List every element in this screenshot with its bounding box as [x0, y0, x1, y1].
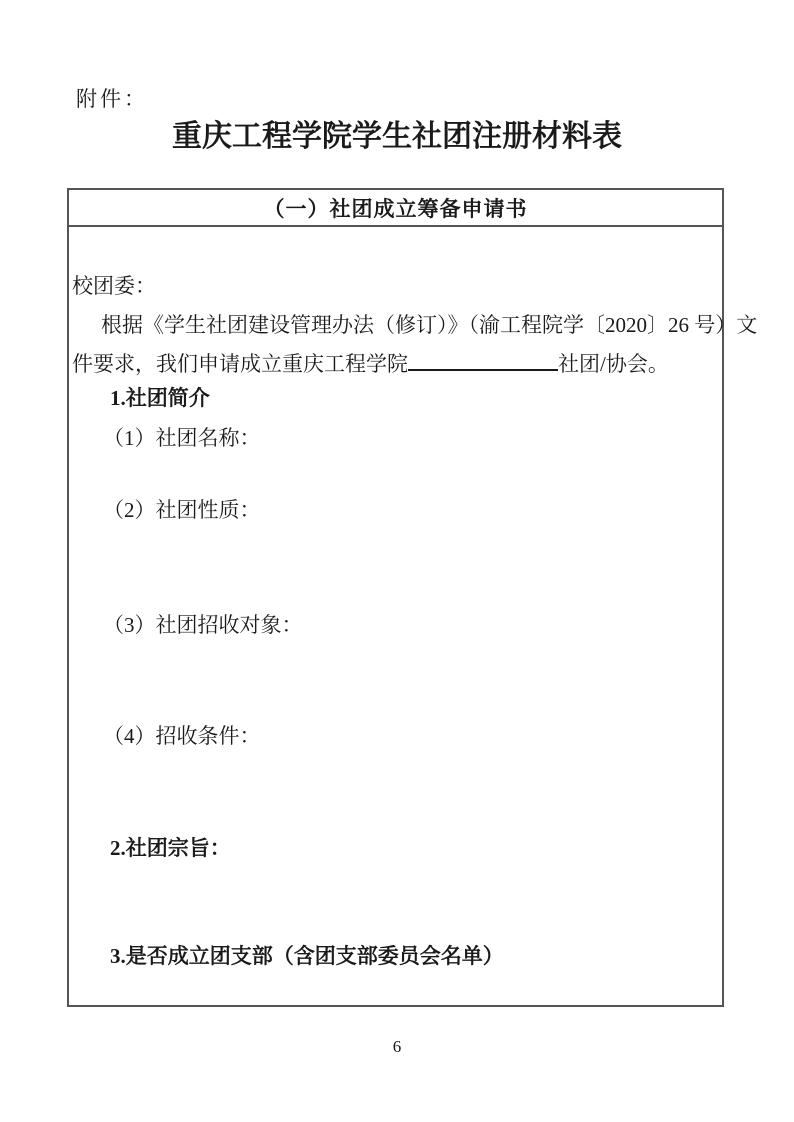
attachment-label: 附件： [76, 87, 148, 111]
form-section-header: （一）社团成立筹备申请书 [69, 190, 722, 227]
registration-form-box [67, 188, 758, 1007]
page-number: 6 [392, 1037, 402, 1056]
document-title: 重庆工程学院学生社团注册材料表 [172, 120, 622, 153]
form-item-recruit-target: （3）社团招收对象： [103, 613, 303, 637]
club-name-blank-field[interactable] [408, 349, 558, 371]
form-item-club-intro: 1.社团简介 [110, 386, 210, 410]
salutation-line: 校团委： [72, 274, 156, 298]
intro-paragraph-line-2 [72, 349, 669, 376]
form-item-club-purpose: 2.社团宗旨： [110, 836, 231, 860]
form-item-league-branch: 3.是否成立团支部（含团支部委员会名单） [110, 944, 504, 968]
form-item-recruit-conditions: （4）招收条件： [103, 724, 261, 748]
form-item-club-nature: （2）社团性质： [103, 498, 261, 522]
intro-paragraph-line-1: 根据《学生社团建设管理办法（修订）》（渝工程院学〔2020〕26 号）文 [101, 313, 758, 337]
intro-line2-suffix: 社团/协会。 [558, 352, 669, 376]
intro-line2-prefix: 件要求，我们申请成立重庆工程学院 [72, 352, 408, 376]
form-body [69, 227, 758, 1005]
form-item-club-name: （1）社团名称： [103, 426, 261, 450]
